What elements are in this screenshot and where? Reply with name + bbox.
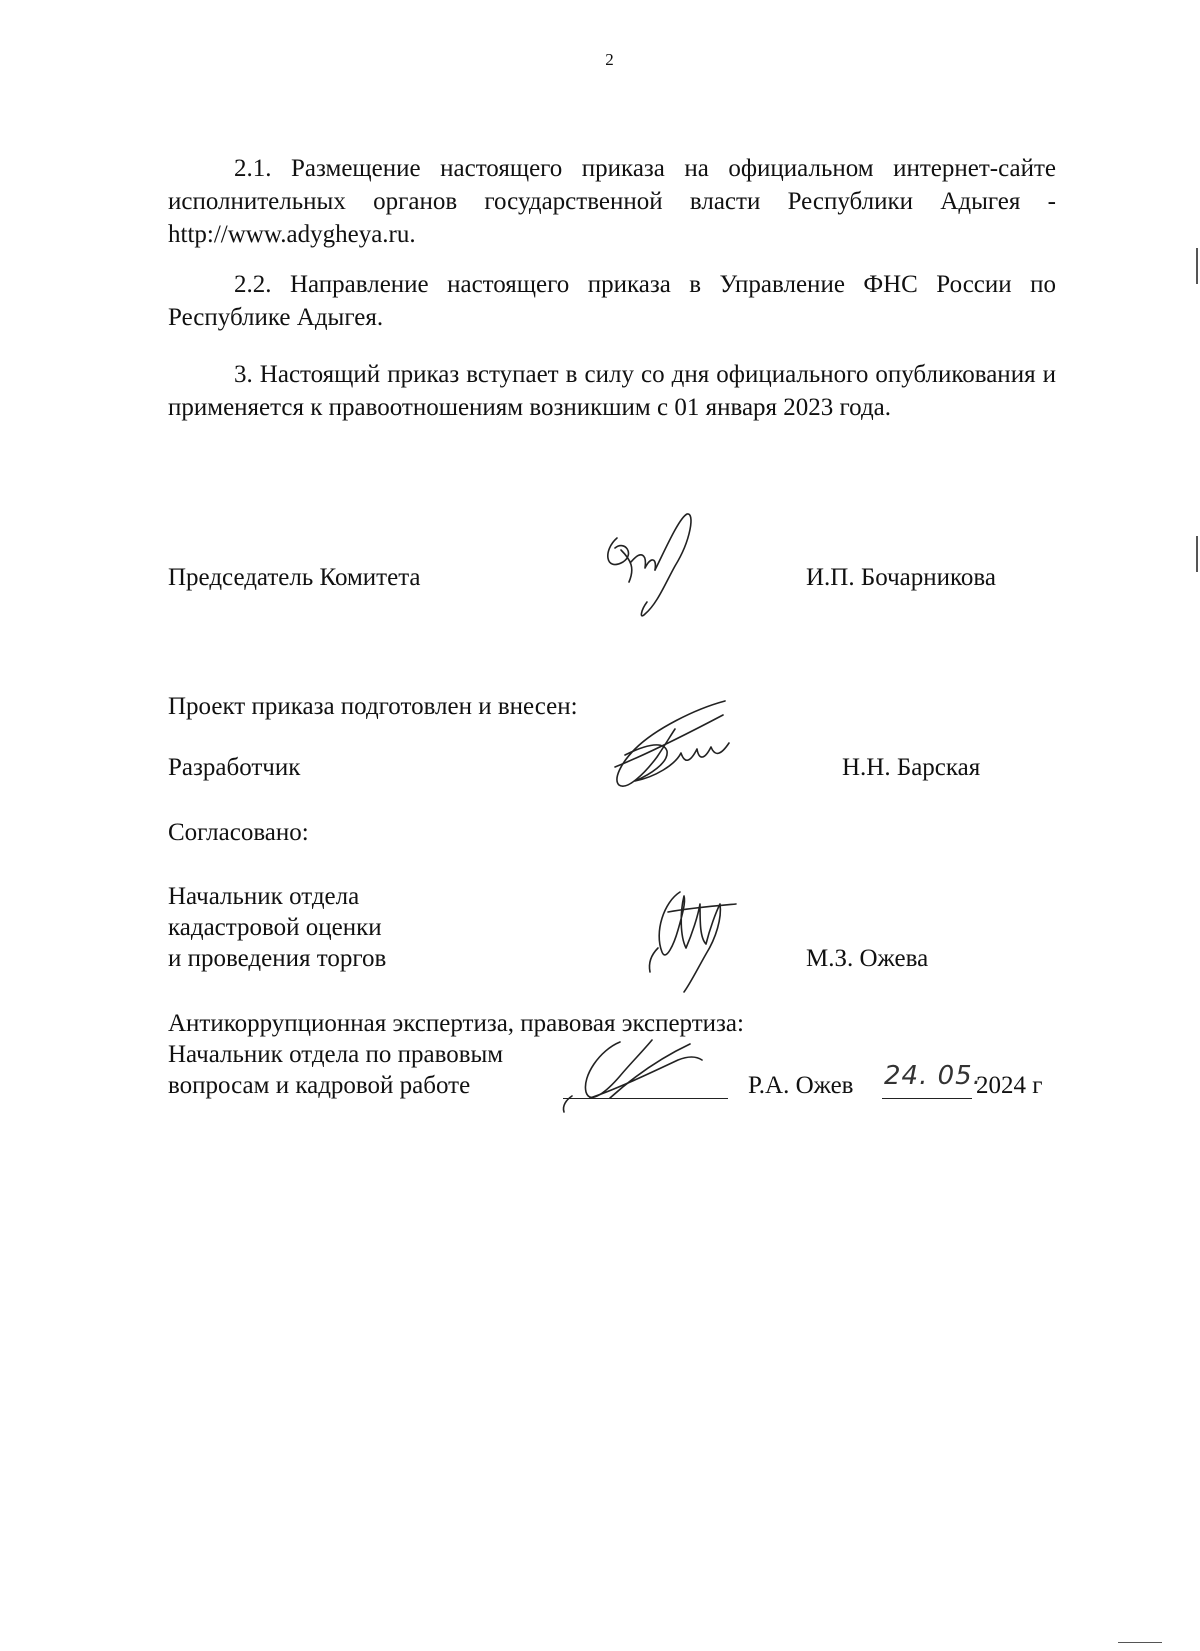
paragraph-2-2: 2.2. Направление настоящего приказа в Управление ФНС России по Республике Адыгея. — [168, 271, 1056, 331]
year-suffix: 2024 г — [976, 1072, 1043, 1099]
chairman-name: И.П. Бочарникова — [806, 564, 996, 591]
agreed-name: М.З. Ожева — [806, 945, 929, 972]
agreed-role-line-3: и проведения торгов — [168, 945, 387, 972]
agreed-heading: Согласовано: — [168, 819, 309, 846]
paragraph-3: 3. Настоящий приказ вступает в силу со дня официального опубликования и применяется к правоотношениям возникшим с 01 января 2023 года. — [168, 361, 1056, 421]
developer-name: Н.Н. Барская — [842, 754, 981, 781]
chairman-title: Председатель Комитета — [168, 564, 421, 591]
expertise-role-line-1: Начальник отдела по правовым — [168, 1041, 504, 1068]
agreed-role-line-1: Начальник отдела — [168, 883, 360, 910]
expertise-name: Р.А. Ожев — [748, 1072, 854, 1099]
paragraph-2-1: 2.1. Размещение настоящего приказа на официальном интернет-сайте исполнительных органов государственной власти Республики Адыгея - http://www.adygheya.ru. — [168, 155, 1056, 248]
handwritten-date: 24. 05. — [884, 1061, 982, 1091]
developer-role: Разработчик — [168, 754, 301, 781]
developer-signature — [605, 695, 745, 795]
agreed-signature — [640, 882, 740, 997]
prepared-heading: Проект приказа подготовлен и внесен: — [168, 693, 578, 720]
agreed-role-line-2: кадастровой оценки — [168, 914, 382, 941]
scan-edge-mark — [1196, 536, 1198, 572]
scan-edge-mark — [1196, 248, 1198, 284]
expertise-signature — [560, 1020, 720, 1120]
date-underline — [882, 1098, 972, 1099]
expertise-role-line-2: вопросам и кадровой работе — [168, 1072, 471, 1099]
scan-edge-mark — [1118, 1642, 1162, 1643]
chairman-signature — [595, 510, 715, 625]
page-number: 2 — [605, 50, 614, 69]
expertise-heading: Антикоррупционная экспертиза, правовая экспертиза: — [168, 1010, 744, 1037]
